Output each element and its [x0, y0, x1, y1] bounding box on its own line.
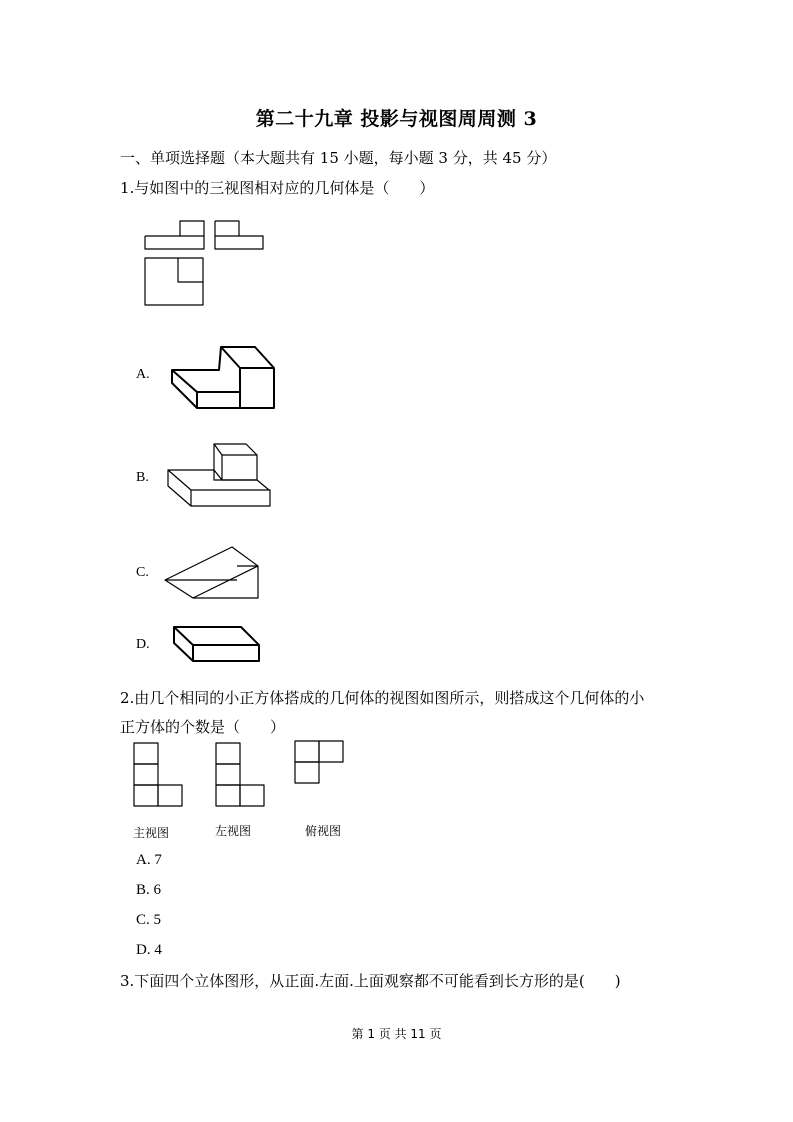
q1-option-b-label[interactable]: B. — [136, 470, 149, 485]
q2-option-d[interactable]: D. 4 — [136, 942, 162, 958]
question-2-text-line2: 正方体的个数是（ ） — [120, 718, 286, 736]
top-view-label: 俯视图 — [305, 824, 342, 838]
q2-option-b[interactable]: B. 6 — [136, 882, 162, 898]
left-view-label: 左视图 — [215, 824, 252, 838]
question-3-text: 3.下面四个立体图形，从正面.左面.上面观察都不可能看到长方形的是( ) — [120, 972, 621, 990]
question-2-text-line1: 2.由几个相同的小正方体搭成的几何体的视图如图所示，则搭成这个几何体的小 — [120, 689, 645, 707]
q1-option-a-label[interactable]: A. — [136, 367, 150, 382]
q1-option-c-label[interactable]: C. — [136, 565, 149, 580]
section-heading: 一、单项选择题（本大题共有 15 小题，每小题 3 分，共 45 分） — [120, 149, 557, 167]
q1-option-d-label[interactable]: D. — [136, 637, 150, 652]
page-footer: 第 1 页 共 11 页 — [351, 1027, 442, 1041]
q2-option-a[interactable]: A. 7 — [136, 852, 162, 868]
page-title: 第二十九章 投影与视图周周测 3 — [255, 108, 538, 130]
front-view-label: 主视图 — [133, 826, 170, 840]
question-1-text: 1.与如图中的三视图相对应的几何体是（ ） — [120, 179, 435, 197]
q2-option-c[interactable]: C. 5 — [136, 912, 162, 928]
